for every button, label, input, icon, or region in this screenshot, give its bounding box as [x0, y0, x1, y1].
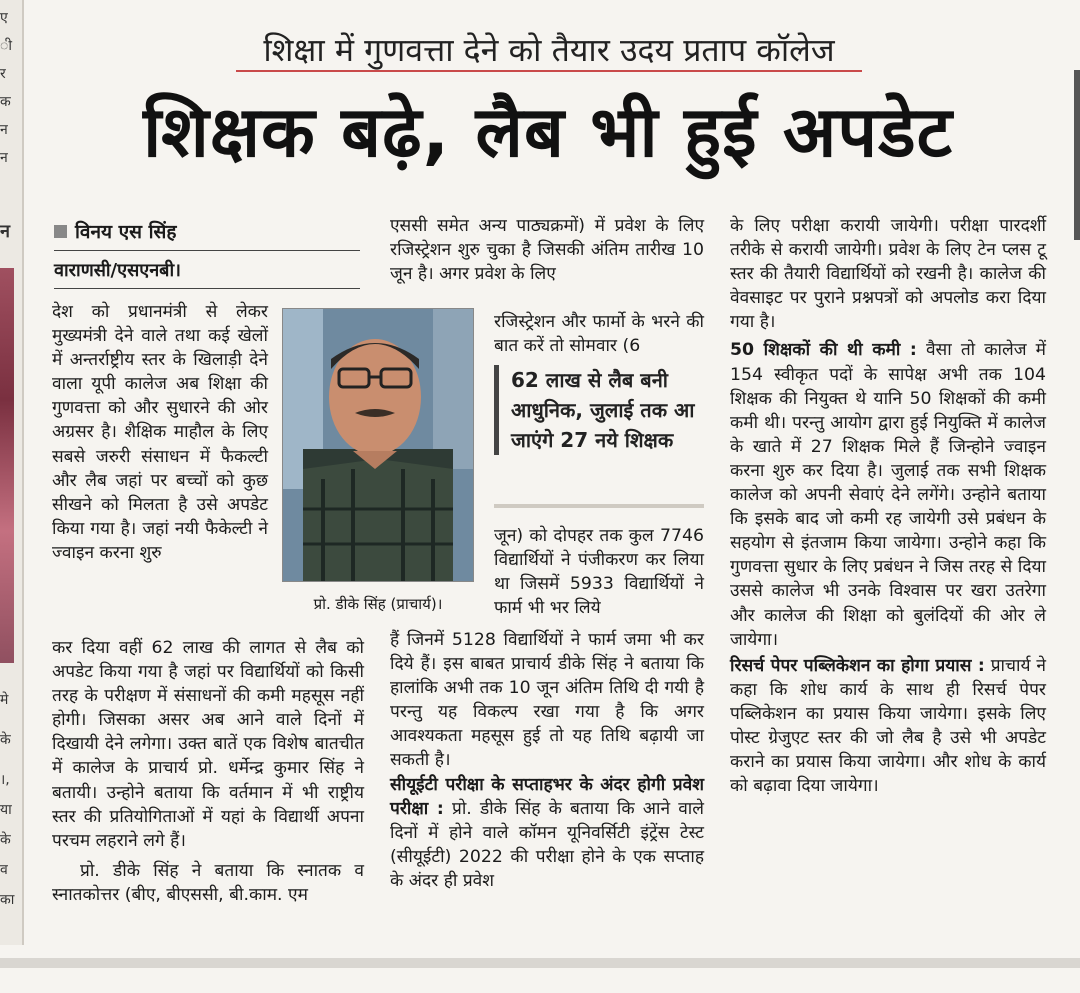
main-headline: शिक्षक बढ़े, लैब भी हुई अपडेट: [143, 91, 953, 173]
col2-low-text: हैं जिनमें 5128 विद्यार्थियों ने फार्म जमा भी कर दिये हैं। इस बाबत प्राचार्य डीके सिंह ने बताया कि हालांकि अभी तक 10 जून अंतिम तिथि दी गयी है परन्तु यह विकल्प रखा गया है कि अगर आवश्यकता महसूस हुई तो यह तिथि बढ़ायी जा सकती है।: [390, 630, 704, 771]
pull-quote-rule: [494, 504, 704, 508]
dateline-rule: [54, 288, 360, 289]
col3: [730, 214, 1046, 798]
strip-fragment: मे: [0, 692, 9, 708]
adjacent-article-strip: [0, 0, 24, 945]
col3-subhead2-text: प्राचार्य ने कहा कि शोध कार्य के साथ ही रिसर्च पेपर पब्लिकेशन का प्रयास किया जायेगा। इसके लिए पोस्ट ग्रेजुएट स्तर की जो लैब है उसे भी अपडेट कराने का प्रयास किया जायेगा। और शोध के कार्य को बढ़ावा दिया जायेगा।: [730, 655, 1046, 797]
col1-para2: प्रो. डीके सिंह ने बताया कि स्नातक व स्नातकोत्तर (बीए, बीएससी, बी.काम. एम: [52, 860, 364, 905]
col2-top2: [494, 310, 704, 358]
col2-top: [390, 214, 704, 286]
col2-subhead: सीयूईटी परीक्षा के सप्ताहभर के अंदर होगी प्रवेश परीक्षा :: [390, 774, 704, 819]
strip-fragment: व: [0, 862, 8, 878]
strip-fragment: ी: [0, 38, 12, 54]
col3-para1: [730, 338, 1046, 651]
col2-mid-text: जून) को दोपहर तक कुल 7746 विद्यार्थियों ने पंजीकरण कर लिया था जिसमें 5933 विद्यार्थियों ने फार्म भी भर लिये: [494, 526, 704, 619]
col2-subhead-para: [390, 773, 704, 893]
strip-fragment: का: [0, 892, 15, 908]
strip-fragment: या: [0, 802, 12, 818]
col2-top2-text: रजिस्ट्रेशन और फार्मो के भरने की बात करें तो सोमवार (6: [494, 312, 704, 357]
photo-caption: प्रो. डीके सिंह (प्राचार्य)।: [313, 595, 443, 613]
strip-fragment: र: [0, 66, 6, 82]
col2-top-text: एससी समेत अन्य पाठ्यक्रमों) में प्रवेश के लिए रजिस्ट्रेशन शुरु चुका है जिसकी अंतिम तारीख 10 जून है। अगर प्रवेश के लिए: [390, 216, 704, 285]
col1-intro-text: देश को प्रधानमंत्री से लेकर मुख्यमंत्री देने वाले तथा कई खेलों में अन्तर्राष्ट्रीय स्तर के खिलाड़ी देने वाला यूपी कालेज अब शिक्षा की गुणवत्ता को और सुधारने की ओर अग्रसर है। शैक्षिक माहौल के लिए सबसे जरुरी संसाधन में फैकल्टी और लैब जहां पर बच्चों को कुछ सीखने को मिलता है उसे अपडेट किया गया है। जहां नयी फैकेल्टी ने ज्वाइन करना शुरु: [52, 302, 268, 563]
strip-fragment: के: [0, 832, 11, 848]
byline-author: विनय एस सिंह: [75, 221, 177, 243]
strip-fragment: क: [0, 94, 11, 110]
col3-subhead1-text: वैसा तो कालेज में 154 स्वीकृत पदों के सापेक्ष अभी तक 104 शिक्षक की नियुक्त थे यानि 50 शिक्षकों की कमी कमी थी। परन्तु आयोग द्वारा हुई नियुक्ति में कालेज के खाते में 27 शिक्षक मिले हैं जिन्होने ज्वाइन करना शुरु कर दिया है। जुलाई तक सभी शिक्षक कालेज को अपनी सेवाएं देने लगेंगे। उन्होने बताया कि इसके बाद जो कमी रह जायेगी उसे प्रबंधन के सहयोग से इंतजाम किया जायेगा। उन्होने कहा कि गुणवत्ता सुधार के लिए प्रबंधन ने जिस तरह से दिया उससे कालेज भी उनके विश्वास पर खरा उतरेगा और कालेज की शिक्षा को बुलंदियों की ओर ले जायेगा।: [730, 340, 1046, 650]
kicker-headline: शिक्षा में गुणवत्ता देने को तैयार उदय प्रताप कॉलेज: [236, 30, 862, 72]
col1-body-text: कर दिया वहीं 62 लाख की लागत से लैब को अपडेट किया गया है जहां पर विद्यार्थियों को किसी तरह के परीक्षण में संसाधनों की कमी महसूस नहीं होगी। जिसका असर अब आने वाले दिनों में दिखायी देने लगेगा। उक्त बातें एक विशेष बातचीत में कालेज के प्राचार्य प्रो. धर्मेन्द्र कुमार सिंह ने बतायी। उन्होने बताया कि वर्तमान में भी राष्ट्रीय स्तर की प्रतियोगिताओं में यहां के विद्यार्थी अपना परचम लहराने लगे हैं।: [52, 638, 364, 851]
page-bottom-border: [0, 958, 1080, 968]
adjacent-photo-fragment: [0, 268, 14, 663]
col1-body: [52, 636, 364, 907]
portrait-illustration: [283, 309, 473, 581]
strip-fragment: ए: [0, 10, 8, 26]
strip-fragment: न: [0, 221, 10, 242]
byline: [54, 218, 360, 246]
col1-intro: [52, 300, 268, 565]
col2-subhead-text: प्रो. डीके सिंह के बताया कि आने वाले दिनों में होने वाले कॉमन यूनिवर्सिटी इंट्रेंस टेस्ट (सीयूईटी) 2022 की परीक्षा होने के एक सप्ताह के अंदर ही प्रवेश: [390, 798, 705, 891]
strip-fragment: ।,: [0, 772, 10, 788]
dateline: वाराणसी/एसएनबी।: [54, 260, 181, 281]
principal-photo: [282, 308, 474, 582]
strip-fragment: न: [0, 150, 8, 166]
col2-mid: [494, 524, 704, 620]
byline-square-icon: [54, 225, 67, 238]
col3-para2: [730, 654, 1046, 799]
strip-fragment: के: [0, 732, 11, 748]
strip-fragment: न: [0, 122, 8, 138]
col3-top-text: के लिए परीक्षा करायी जायेगी। परीक्षा पारदर्शी तरीके से करायी जायेगी। प्रवेश के लिए टेन प्लस टू स्तर की तैयारी विद्यार्थियों को रखनी है। कालेज की वेवसाइट पर पुराने प्रश्नपत्रों को अपलोड करा दिया गया है।: [730, 216, 1046, 333]
pull-quote: 62 लाख से लैब बनी आधुनिक, जुलाई तक आ जाएंगे 27 नये शिक्षक: [494, 365, 717, 455]
byline-rule: [54, 250, 360, 251]
col2-low: [390, 628, 704, 893]
col3-subhead2: रिसर्च पेपर पब्लिकेशन का होगा प्रयास :: [730, 655, 985, 676]
col3-subhead1: 50 शिक्षकों की थी कमी :: [730, 340, 917, 361]
right-edge-rule: [1074, 70, 1080, 240]
